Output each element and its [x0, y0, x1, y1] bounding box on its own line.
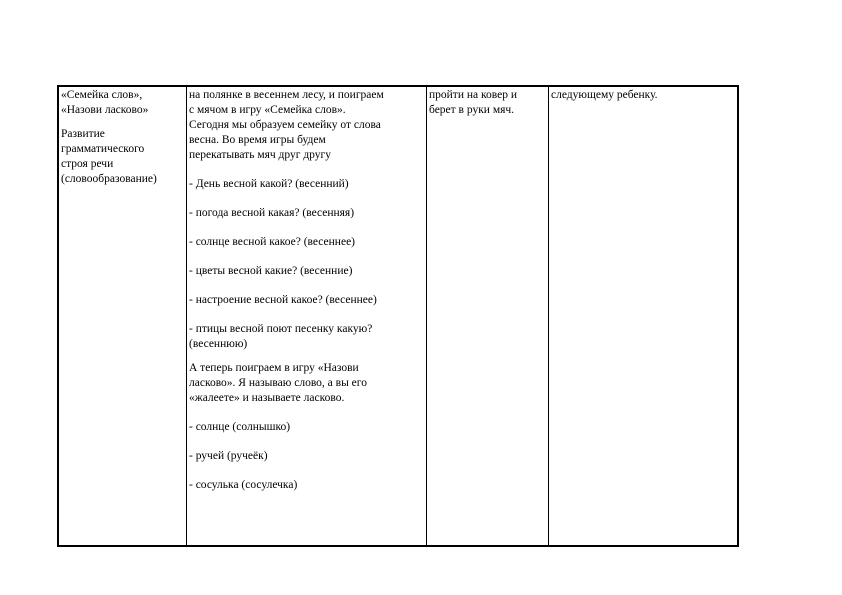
- intro-line-3: Сегодня мы образуем семейку от слова: [189, 119, 381, 131]
- question-6-line-1: - птицы весной поют песенку какую?: [189, 323, 373, 335]
- spacer: [189, 221, 424, 235]
- spacer: [189, 352, 424, 361]
- game2-line-3: «жалеете» и называете ласково.: [189, 392, 345, 404]
- intro-line-1: на полянке в весеннем лесу, и поиграем: [189, 89, 384, 101]
- spacer: [189, 163, 424, 177]
- lesson-table: [57, 85, 739, 547]
- spacer: [189, 250, 424, 264]
- spacer: [189, 464, 424, 478]
- game2-line-2: ласково». Я называю слово, а вы его: [189, 377, 367, 389]
- spacer: [189, 308, 424, 322]
- word-2: - ручей (ручеёк): [189, 450, 268, 462]
- spacer: [189, 279, 424, 293]
- word-1: - солнце (солнышко): [189, 421, 291, 433]
- result-line-1: следующему ребенку.: [551, 89, 658, 101]
- spacer: [61, 118, 184, 127]
- goal-line-4: (словообразование): [61, 173, 157, 185]
- intro-line-2: с мячом в игру «Семейка слов».: [189, 104, 346, 116]
- children-line-2: берет в руки мяч.: [429, 104, 515, 116]
- game2-line-1: А теперь поиграем в игру «Назови: [189, 362, 359, 374]
- question-4: - цветы весной какие? (весенние): [189, 265, 353, 277]
- game-name-2: «Назови ласково»: [61, 104, 149, 116]
- cell-teacher-activity: [187, 86, 427, 546]
- question-2: - погода весной какая? (весенняя): [189, 207, 355, 219]
- spacer: [189, 435, 424, 449]
- word-3: - сосулька (сосулечка): [189, 479, 298, 491]
- goal-line-2: грамматического: [61, 143, 145, 155]
- intro-line-5: перекатывать мяч друг другу: [189, 149, 331, 161]
- question-5: - настроение весной какое? (весеннее): [189, 294, 377, 306]
- question-3: - солнце весной какое? (весеннее): [189, 236, 355, 248]
- intro-line-4: весна. Во время игры будем: [189, 134, 326, 146]
- question-1: - День весной какой? (весенний): [189, 178, 349, 190]
- goal-line-3: строя речи: [61, 158, 114, 170]
- goal-line-1: Развитие: [61, 128, 105, 140]
- cell-result: [549, 86, 739, 546]
- spacer: [189, 406, 424, 420]
- table-row: [58, 86, 738, 546]
- cell-children-activity: [427, 86, 549, 546]
- spacer: [189, 192, 424, 206]
- game-name-1: «Семейка слов»,: [61, 89, 143, 101]
- children-line-1: пройти на ковер и: [429, 89, 517, 101]
- question-6-line-2: (весеннюю): [189, 338, 248, 350]
- cell-game-name: [58, 86, 187, 546]
